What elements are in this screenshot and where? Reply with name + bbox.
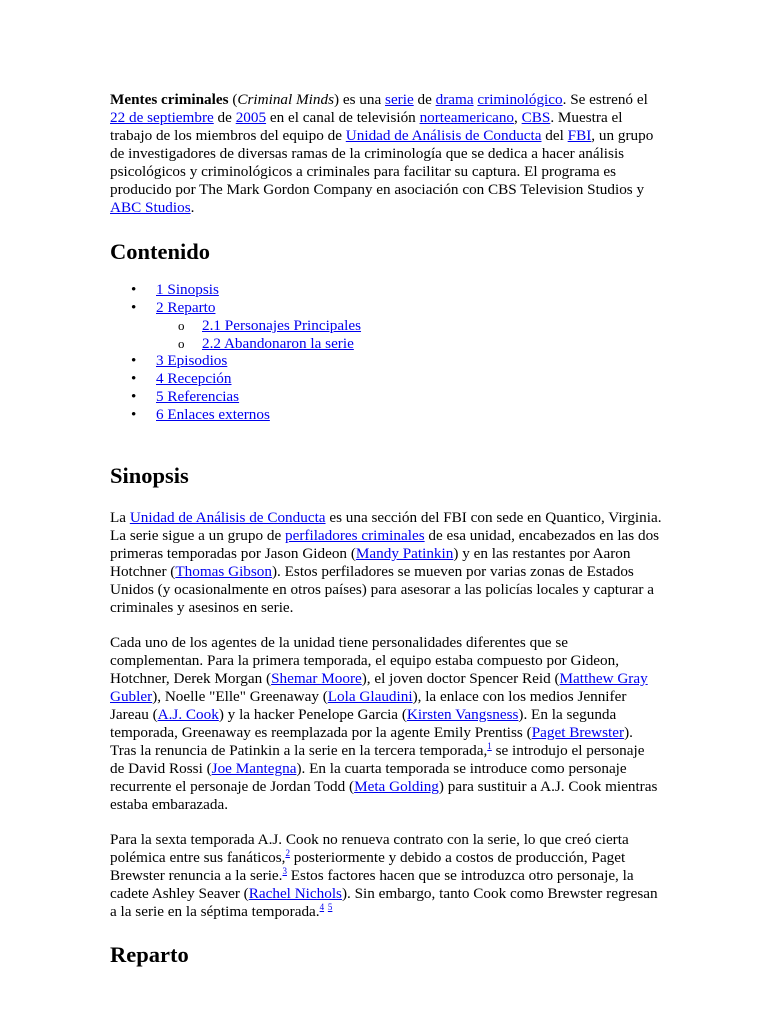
text: del (541, 127, 568, 144)
text: , un grupo de investigadores de diversas ramas de la criminología que se dedica a hacer análisis psicológicos y criminológicos a criminales para facilitar su captura. El programa es producido por The Mark Gordon Company en asociación con CBS Television Studios y (110, 127, 654, 198)
text: ) para sustituir a A.J. Cook mientras estaba embarazada. (110, 778, 658, 813)
bullet-icon: • (131, 370, 137, 387)
text: de esa unidad, encabezados en las dos primeras temporadas por Jason Gideon ( (110, 527, 660, 562)
series-title: Mentes criminales (110, 91, 229, 108)
toc-item-episodios (110, 352, 662, 370)
link-drama[interactable]: drama (435, 91, 474, 108)
text: ). Sin embargo, tanto Cook como Brewster regresan a la serie en la séptima temporada. (110, 885, 658, 920)
text: . Muestra el trabajo de los miembros del equipo de (110, 109, 623, 144)
link-norteamericano[interactable]: norteamericano (419, 109, 515, 126)
bullet-icon: • (131, 352, 137, 369)
text: ). En la segunda temporada, Greenaway es reemplazada por la agente Emily Prentiss ( (110, 706, 617, 741)
text: ) y en las restantes por Aaron Hotchner ( (110, 545, 631, 580)
link-meta-golding[interactable]: Meta Golding (354, 778, 439, 795)
toc-link-sinopsis[interactable]: 1 Sinopsis (156, 281, 219, 298)
text: ). Tras la renuncia de Patinkin a la serie en la tercera temporada, (110, 724, 633, 759)
text: ) es una (334, 91, 386, 108)
text: de (213, 109, 236, 126)
text: de (413, 91, 436, 108)
link-lola-glaudini[interactable]: Lola Glaudini (327, 688, 413, 705)
bullet-icon: • (131, 388, 137, 405)
link-perfiladores[interactable]: perfiladores criminales (285, 527, 425, 544)
bullet-icon: • (131, 281, 137, 298)
text: ). Estos perfiladores se mueven por varias zonas de Estados Unidos (y ocasionalmente en otros países) para asesorar a las policías locales y capturar a criminales y asesinos en serie. (110, 563, 655, 616)
sinopsis-heading: Sinopsis (110, 463, 189, 488)
text: ), el joven doctor Spencer Reid ( (361, 670, 560, 687)
text: Cada uno de los agentes de la unidad tiene personalidades diferentes que se complementan. Para la primera temporada, el equipo estaba compuesto por Gideon, Hotchner, Derek Morgan ( (110, 634, 620, 687)
link-rachel-nichols[interactable]: Rachel Nichols (248, 885, 342, 902)
text: , (514, 109, 522, 126)
text: ). En la cuarta temporada se introduce como personaje recurrente el personaje de Jordan Todd ( (110, 760, 627, 795)
toc-link-episodios[interactable]: 3 Episodios (156, 352, 228, 369)
bullet-icon: • (131, 299, 137, 316)
toc-link-abandonaron[interactable]: 2.2 Abandonaron la serie (202, 334, 354, 352)
toc-item-referencias (110, 388, 662, 406)
footnote-ref-4[interactable]: 4 (319, 902, 325, 912)
link-aj-cook[interactable]: A.J. Cook (157, 706, 219, 723)
link-cbs[interactable]: CBS (521, 109, 551, 126)
bullet-icon: • (131, 406, 137, 423)
link-mandy-patinkin[interactable]: Mandy Patinkin (355, 545, 454, 562)
link-criminologico[interactable]: criminológico (477, 91, 563, 108)
sinopsis-paragraph-2 (110, 634, 662, 814)
toc-item-enlaces (110, 406, 662, 424)
text: La (110, 509, 130, 526)
circle-bullet-icon: o (178, 318, 185, 333)
toc-link-enlaces[interactable]: 6 Enlaces externos (156, 406, 270, 423)
link-unidad-analisis[interactable]: Unidad de Análisis de Conducta (345, 127, 542, 144)
toc-link-personajes-principales[interactable]: 2.1 Personajes Principales (202, 317, 362, 334)
text: se introdujo el personaje de David Rossi ( (110, 742, 645, 777)
toc-heading: Contenido (110, 239, 211, 264)
text: Para la sexta temporada A.J. Cook no renueva contrato con la serie, lo que creó cierta polémica entre sus fanáticos, (110, 831, 629, 866)
original-title: Criminal Minds (237, 91, 334, 108)
toc-link-referencias[interactable]: 5 Referencias (156, 388, 240, 405)
intro-paragraph (110, 91, 662, 217)
link-paget-brewster[interactable]: Paget Brewster (531, 724, 625, 741)
link-abc-studios[interactable]: ABC Studios (110, 199, 191, 216)
footnote-ref-3[interactable]: 3 (282, 866, 287, 876)
toc-item-recepcion (110, 370, 662, 388)
text: ) y la hacker Penelope Garcia ( (218, 706, 407, 723)
sinopsis-paragraph-1 (110, 509, 662, 617)
link-fecha-estreno[interactable]: 22 de septiembre (110, 109, 214, 126)
link-joe-mantegna[interactable]: Joe Mantegna (211, 760, 297, 777)
footnote-ref-1[interactable]: 1 (487, 741, 492, 751)
toc-item-sinopsis (110, 281, 662, 299)
link-fbi[interactable]: FBI (567, 127, 592, 144)
toc-item-reparto (110, 299, 662, 317)
table-of-contents (110, 281, 662, 424)
footnote-ref-2[interactable]: 2 (285, 848, 290, 858)
text: ), la enlace con los medios Jennifer Jareau ( (110, 688, 627, 723)
text: posteriormente y debido a costos de producción, Paget Brewster renuncia a la serie. (110, 849, 626, 884)
link-shemar-moore[interactable]: Shemar Moore (271, 670, 362, 687)
link-matthew-gray-gubler[interactable]: Matthew Gray Gubler (110, 670, 648, 705)
text: Estos factores hacen que se introduzca otro personaje, la cadete Ashley Seaver ( (110, 867, 634, 902)
text: . (190, 199, 195, 216)
text: es una sección del FBI con sede en Quantico, Virginia. La serie sigue a un grupo de (110, 509, 662, 544)
toc-item-abandonaron (110, 335, 662, 353)
article (110, 91, 662, 968)
sinopsis-paragraph-3 (110, 831, 662, 921)
link-thomas-gibson[interactable]: Thomas Gibson (175, 563, 272, 580)
text: ( (228, 91, 238, 108)
reparto-heading: Reparto (110, 942, 189, 967)
link-anio[interactable]: 2005 (235, 109, 267, 126)
link-unidad-analisis-2[interactable]: Unidad de Análisis de Conducta (129, 509, 326, 526)
text: en el canal de televisión (266, 109, 420, 126)
toc-item-personajes-principales (110, 317, 662, 335)
link-kirsten-vangsness[interactable]: Kirsten Vangsness (406, 706, 519, 723)
link-serie[interactable]: serie (385, 91, 414, 108)
text: ), Noelle "Elle" Greenaway ( (152, 688, 328, 705)
footnote-ref-5[interactable]: 5 (327, 902, 333, 912)
circle-bullet-icon: o (178, 335, 185, 351)
toc-link-recepcion[interactable]: 4 Recepción (156, 370, 232, 387)
text: . Se estrenó el (562, 91, 648, 108)
toc-link-reparto[interactable]: 2 Reparto (156, 299, 216, 316)
